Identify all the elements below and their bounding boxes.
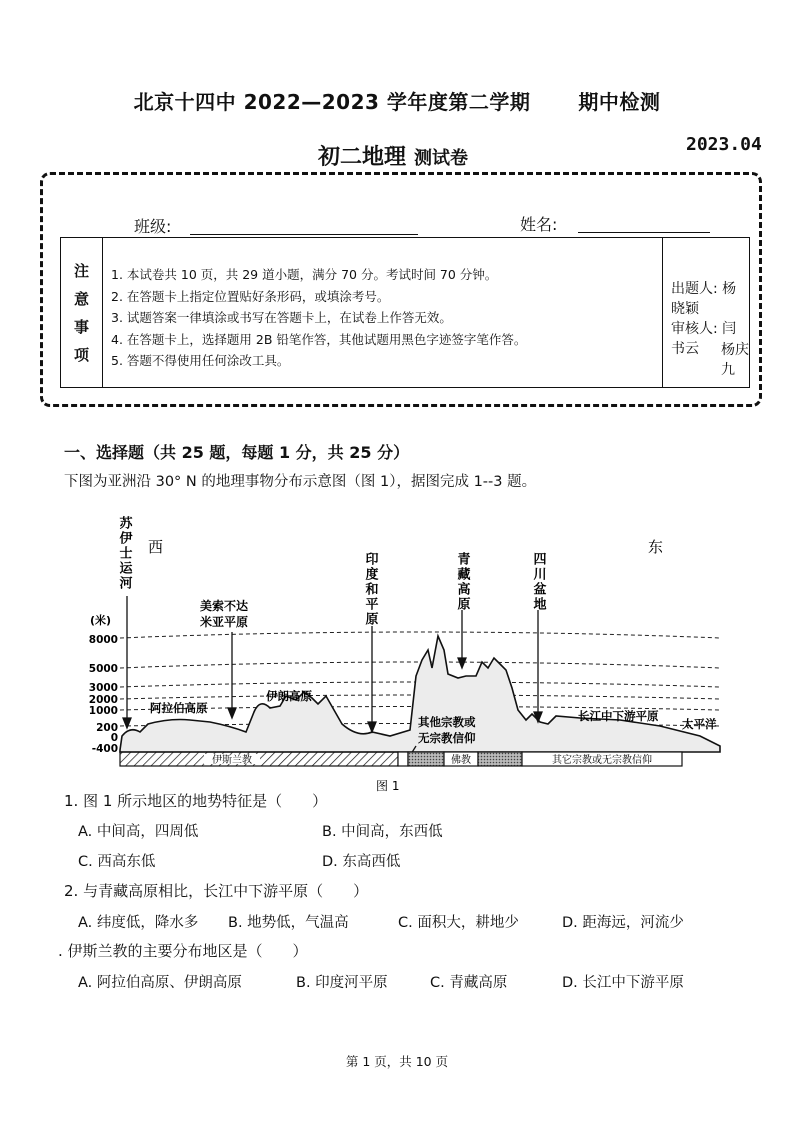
q2-option-c[interactable]: C. 面积大，耕地少 [398, 915, 519, 931]
name-label: 姓名: [520, 215, 558, 234]
q3-option-a[interactable]: A. 阿拉伯高原、伊朗高原 [78, 975, 242, 991]
y-tick: 1000 [88, 705, 118, 717]
y-tick: 0 [110, 732, 118, 744]
note-item: 2. 在答题卡上指定位置贴好条形码，或填涂考号。 [111, 288, 390, 304]
author-name: 杨晓颖 [671, 281, 737, 317]
question-3-stem: . 伊斯兰教的主要分布地区是（ ） [58, 942, 308, 960]
school-title: 北京十四中 2022—2023 学年度第二学期 [133, 90, 531, 114]
arrow-head [458, 658, 466, 668]
y-unit: (米) [90, 614, 112, 627]
section-intro: 下图为亚洲沿 30° N 的地理事物分布示意图（图 1），据图完成 1--3 题。 [64, 474, 537, 490]
question-2-stem: 2. 与青藏高原相比，长江中下游平原（ ） [64, 882, 369, 900]
note-item: 3. 试题答案一律填涂或书写在答题卡上，在试卷上作答无效。 [111, 310, 452, 325]
subject-title [318, 140, 468, 171]
label-suez: 苏伊士运河 [116, 516, 132, 591]
q3-option-b[interactable]: B. 印度河平原 [296, 975, 388, 991]
note-item: 5. 答题不得使用任何涂改工具。 [111, 353, 290, 368]
bar-islam-label: 伊斯兰教 [212, 755, 252, 766]
bar-buddhism-text: 佛教 [451, 755, 471, 766]
reviewer-name: 杨庆九 [721, 342, 749, 378]
notes-heading-char: 注 [73, 261, 89, 280]
arrow-head [228, 708, 236, 718]
y-tick: 5000 [88, 663, 118, 675]
q1-option-a[interactable]: A. 中间高，四周低 [78, 824, 199, 840]
label-arabian-plateau: 阿拉伯高原 [150, 701, 208, 715]
notes-list [103, 238, 663, 387]
label-indus: 印度和平原 [362, 552, 378, 627]
q2-option-b[interactable]: B. 地势低，气温高 [228, 915, 349, 931]
bar-gap [398, 752, 408, 766]
y-tick: -400 [91, 743, 118, 755]
arrow-head [368, 722, 376, 732]
q1-option-b[interactable]: B. 中间高，东西低 [322, 824, 443, 840]
west-label: 西 [148, 538, 164, 556]
q1-option-c[interactable]: C. 西高东低 [78, 854, 156, 870]
page-footer: 第 1 页，共 10 页 [345, 1054, 449, 1069]
figure-1-profile [60, 500, 740, 800]
y-tick: 3000 [88, 682, 118, 694]
bar-buddhism-a [408, 752, 444, 766]
name-field[interactable] [578, 232, 710, 233]
label-mesopotamia-1: 美索不达 [200, 599, 249, 613]
y-tick: 8000 [88, 634, 118, 646]
notes-heading-char: 项 [73, 345, 89, 364]
label-other-religion-1: 其他宗教或 [418, 715, 476, 729]
notes-heading [61, 238, 103, 387]
y-tick: 2000 [88, 694, 118, 706]
y-tick: 200 [96, 722, 118, 734]
exam-title [0, 86, 794, 115]
figure-caption: 图 1 [376, 779, 400, 793]
bar-buddhism-b [478, 752, 522, 766]
note-item: 4. 在答题卡上，选择题用 2B 铅笔作答，其他试题用黑色字迹签字笔作答。 [111, 331, 527, 347]
q2-option-d[interactable]: D. 距海远，河流少 [562, 915, 684, 931]
label-yangtze-plain: 长江中下游平原 [578, 709, 659, 723]
notes-heading-char: 事 [73, 317, 89, 336]
class-label: 班级: [134, 217, 172, 236]
q2-option-a[interactable]: A. 纬度低，降水多 [78, 915, 199, 931]
section-title: 一、选择题（共 25 题，每题 1 分，共 25 分） [64, 443, 410, 462]
label-mesopotamia-2: 米亚平原 [200, 615, 249, 629]
reviewer-label: 审核人: [671, 321, 718, 337]
bar-other-text: 其它宗教或无宗教信仰 [552, 755, 652, 766]
author-label: 出题人: [671, 281, 718, 297]
label-pacific: 太平洋 [682, 717, 717, 731]
label-tibet: 青藏高原 [454, 552, 470, 612]
question-1-stem: 1. 图 1 所示地区的地势特征是（ ） [64, 792, 328, 810]
paper-type: 测试卷 [414, 148, 469, 169]
q3-option-c[interactable]: C. 青藏高原 [430, 975, 508, 991]
label-other-religion-2: 无宗教信仰 [418, 731, 476, 745]
east-label: 东 [648, 538, 664, 556]
authors-panel [663, 238, 749, 387]
note-item: 1. 本试卷共 10 页，共 29 道小题，满分 70 分。考试时间 70 分钟。 [111, 267, 498, 282]
q3-option-d[interactable]: D. 长江中下游平原 [562, 975, 684, 991]
label-iranian-plateau: 伊朗高原 [266, 689, 312, 703]
notes-table [60, 237, 750, 388]
class-field[interactable] [190, 234, 418, 235]
notes-heading-char: 意 [73, 289, 89, 308]
reviewer-name: 闫书云 [671, 321, 737, 357]
label-sichuan: 四川盆地 [530, 552, 546, 612]
q1-option-d[interactable]: D. 东高西低 [322, 854, 401, 870]
gridline [120, 632, 720, 638]
subject: 初二地理 [318, 144, 407, 170]
exam-date: 2023.04 [686, 134, 762, 155]
arrow-head [123, 718, 131, 728]
exam-name: 期中检测 [578, 90, 661, 114]
